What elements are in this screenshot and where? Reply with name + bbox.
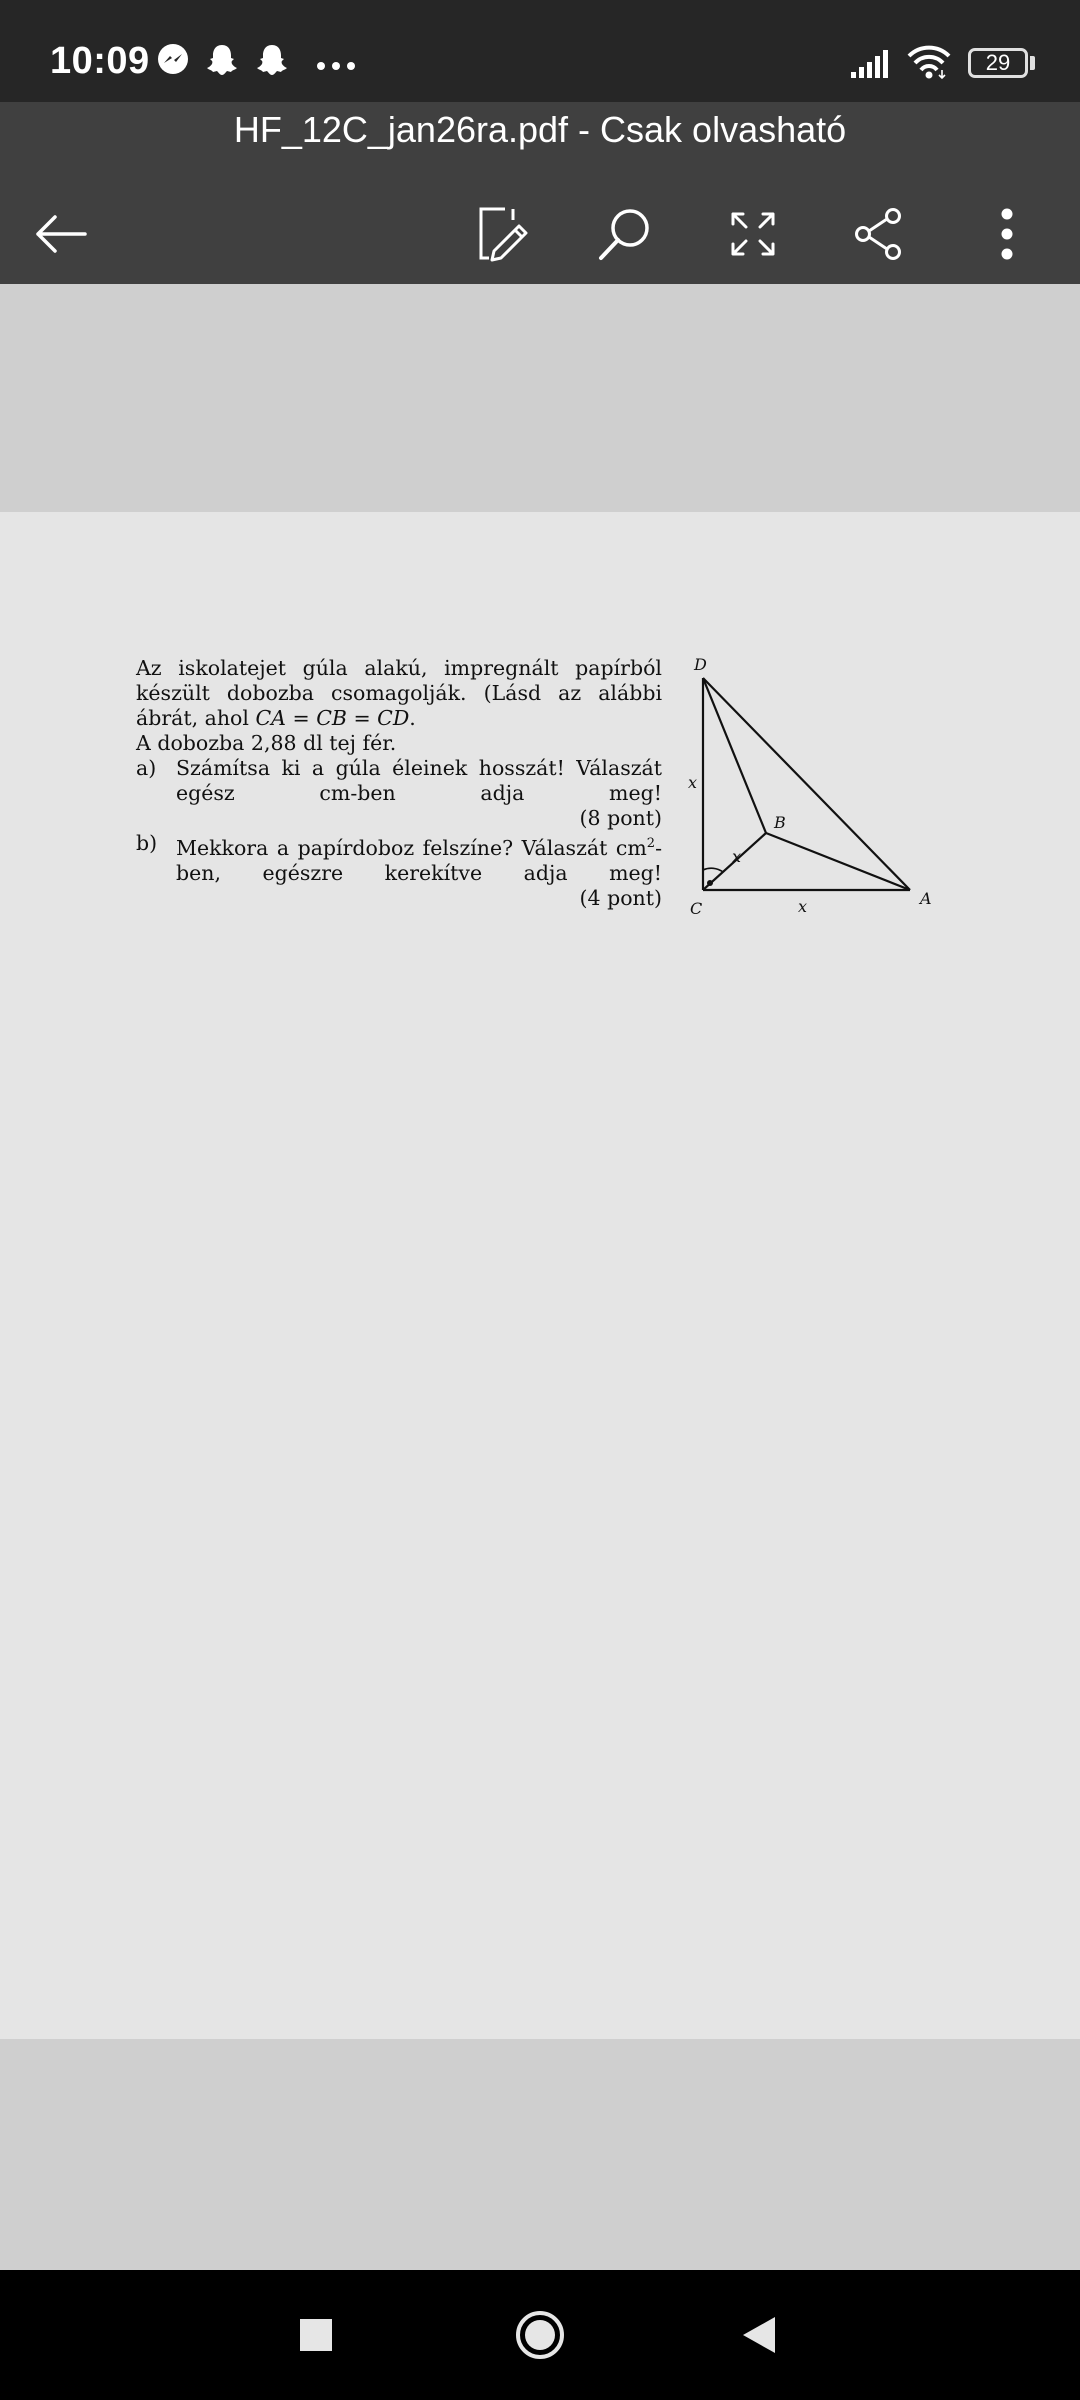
label-d: D	[694, 655, 707, 674]
part-b-line-text: Mekkora a papírdoboz felszíne? Válaszát cm	[176, 835, 647, 860]
share-button[interactable]	[829, 184, 929, 284]
recents-square-icon	[299, 2318, 333, 2352]
search-button[interactable]	[575, 184, 675, 284]
more-vert-icon	[1000, 208, 1014, 260]
more-dots-icon	[316, 56, 356, 75]
battery-tip	[1030, 56, 1035, 70]
right-angle-arc	[703, 868, 723, 872]
label-x-vertical: x	[688, 773, 698, 792]
part-b-line-hyphen: -	[655, 835, 662, 860]
edge-ba	[766, 833, 910, 890]
edge-db	[703, 678, 766, 833]
snapchat-icon	[204, 42, 240, 82]
recents-button[interactable]	[251, 2270, 381, 2400]
superscript: 2	[646, 836, 656, 851]
problem-text	[136, 656, 662, 911]
right-angle-dot	[707, 880, 713, 886]
home-button[interactable]	[475, 2270, 605, 2400]
part-a-line: Számítsa ki a gúla éleinek hosszát! Válaszát	[176, 756, 662, 780]
wifi-icon	[906, 44, 952, 84]
part-a	[136, 756, 662, 831]
pdf-page[interactable]	[0, 512, 1080, 2039]
part-b-points: (4 pont)	[579, 885, 662, 910]
title-bar	[0, 102, 1080, 184]
toolbar	[0, 184, 1080, 284]
battery-icon	[968, 48, 1028, 78]
part-b	[136, 831, 662, 911]
label-c: C	[690, 899, 703, 918]
label-b: B	[774, 813, 786, 832]
messenger-icon	[156, 42, 190, 80]
part-b-line	[176, 831, 662, 861]
back-triangle-icon	[741, 2315, 777, 2355]
share-icon	[853, 207, 905, 261]
part-a-label: a)	[136, 756, 157, 780]
volume-line: A dobozba 2,88 dl tej fér.	[136, 731, 397, 755]
intro-line-suffix: .	[409, 706, 416, 730]
home-circle-icon	[514, 2309, 566, 2361]
document-title: HF_12C_jan26ra.pdf - Csak olvasható	[233, 109, 847, 150]
intro-line-formula	[136, 706, 662, 731]
document-gap	[0, 284, 1080, 512]
label-x-horizontal: x	[798, 897, 808, 916]
back-arrow-icon	[35, 214, 89, 254]
part-b-label: b)	[136, 831, 158, 855]
status-bar	[0, 0, 1080, 102]
intro-line: készült dobozba csomagolják. (Lásd az alábbi	[136, 681, 662, 705]
pyramid-figure	[680, 632, 950, 922]
search-icon	[597, 206, 653, 262]
back-button[interactable]	[12, 184, 112, 284]
signal-icon	[850, 48, 890, 82]
part-b-line: ben, egészre kerekítve adja meg!	[176, 860, 662, 885]
edit-button[interactable]	[452, 184, 552, 284]
label-x-diagonal: x	[732, 847, 742, 866]
part-a-line: egész cm-ben adja meg!	[176, 781, 662, 805]
back-nav-button[interactable]	[694, 2270, 824, 2400]
label-a: A	[920, 889, 932, 908]
intro-line-prefix: ábrát, ahol	[136, 706, 249, 730]
status-time: 10:09	[50, 40, 150, 82]
battery-level: 29	[985, 50, 1011, 75]
edit-icon	[475, 206, 529, 262]
fullscreen-button[interactable]	[703, 184, 803, 284]
navigation-bar	[0, 2270, 1080, 2400]
fullscreen-icon	[729, 210, 777, 258]
more-options-button[interactable]	[957, 184, 1057, 284]
formula: CA = CB = CD	[255, 706, 410, 730]
part-a-points: (8 pont)	[579, 806, 662, 830]
intro-line: Az iskolatejet gúla alakú, impregnált papírból	[136, 656, 662, 680]
snapchat-icon	[254, 42, 290, 82]
